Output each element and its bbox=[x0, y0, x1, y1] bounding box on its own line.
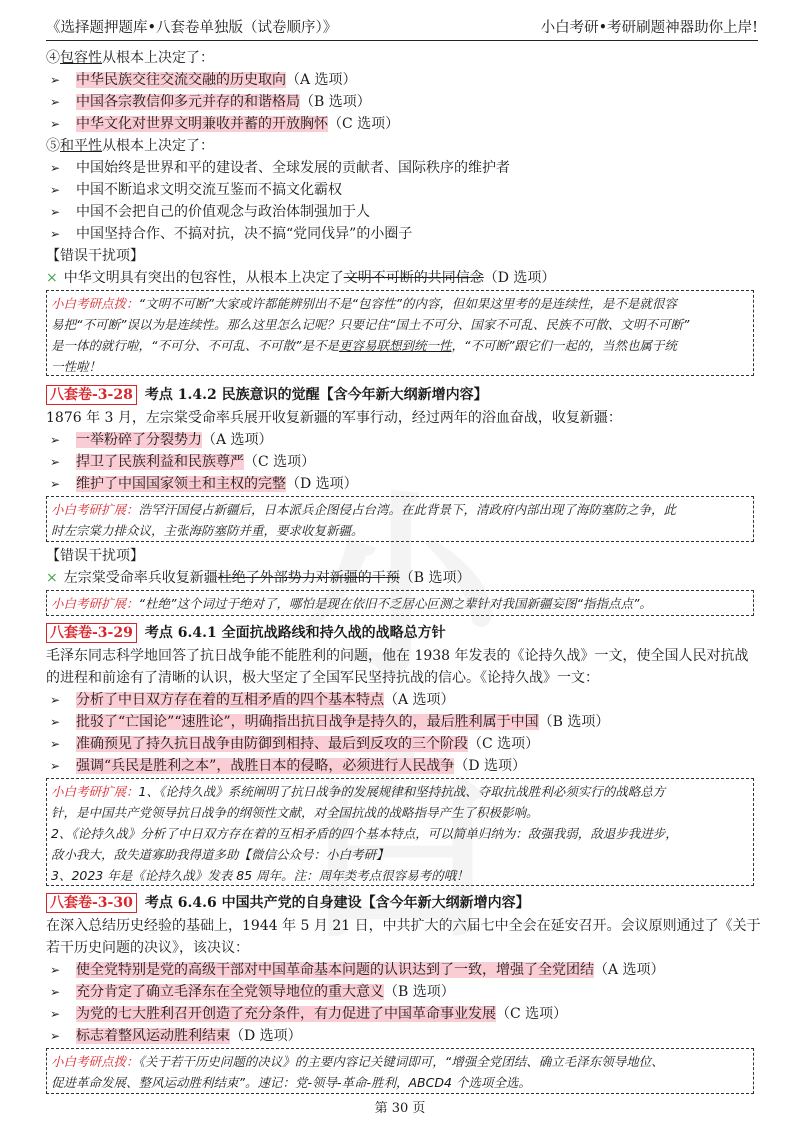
cross-icon: × bbox=[46, 270, 58, 286]
tip-box: 小白考研点拨：《关于若干历史问题的决议》的主要内容记关键词即可，“增强全党团结、确立毛泽东领导地位、 促进革命发展、整风运动胜利结束”。速记：党-领导-革命-胜利，ABCD4 个选项全选。 bbox=[46, 1048, 754, 1094]
error-title: 【错误干扰项】 bbox=[46, 548, 144, 564]
list-item: ➢ 中国不断追求文明交流互鉴而不搞文化霸权 bbox=[50, 182, 342, 198]
error-item: × 左宗棠受命率兵收复新疆杜绝了外部势力对新疆的干预（B 选项） bbox=[46, 570, 471, 586]
q29-intro-2: 的进程和前途有了清晰的认识，极大坚定了全国军民坚持抗战的信心。《论持久战》一文： bbox=[46, 670, 599, 686]
list-item: ➢ 一举粉碎了分裂势力（A 选项） bbox=[50, 432, 273, 448]
cross-icon: × bbox=[46, 570, 58, 586]
q30-badge: 八套卷-3-30 bbox=[46, 893, 137, 913]
list-item: ➢ 强调“兵民是胜利之本”，战胜日本的侵略，必须进行人民战争（D 选项） bbox=[50, 758, 527, 774]
list-item: ➢ 分析了中日双方存在着的互相矛盾的四个基本特点（A 选项） bbox=[50, 692, 455, 708]
list-item: ➢ 为党的七大胜利召开创造了充分条件，有力促进了中国革命事业发展（C 选项） bbox=[50, 1006, 568, 1022]
list-item: ➢ 准确预见了持久抗日战争由防御到相持、最后到反攻的三个阶段（C 选项） bbox=[50, 736, 540, 752]
list-item: ➢ 中国不会把自己的价值观念与政治体制强加于人 bbox=[50, 204, 370, 220]
list-item: ➢ 中华民族交往交流交融的历史取向（A 选项） bbox=[50, 72, 357, 88]
q29-intro-1: 毛泽东同志科学地回答了抗日战争能不能胜利的问题，他在 1938 年发表的《论持久战》一文，使全国人民对抗战 bbox=[46, 648, 749, 664]
header-right: 小白考研•考研刷题神器助你上岸! bbox=[540, 20, 758, 36]
list-item: ➢ 中华文化对世界文明兼收并蓄的开放胸怀（C 选项） bbox=[50, 116, 400, 132]
header-left: 《选择题押题库•八套卷单独版（试卷顺序）》 bbox=[46, 20, 338, 36]
error-title: 【错误干扰项】 bbox=[46, 248, 144, 264]
tip-box: 小白考研点拨：“文明不可断”大家或许都能辨别出不是“包容性”的内容，但如果这里考的是连续性，是不是就很容 易把“不可断”误以为是连续性。那么这里怎么记呢？只要记住“国土不可分、国家不可乱、民族不可散、文明不可断” 是一体的就行啦，“不可分、不可乱、不可散”是不是更容易联想到统一性，“不可断”跟它们一起的，当然也属于统 一性啦！ bbox=[46, 290, 754, 376]
q30-intro-1: 在深入总结历史经验的基础上，1944 年 5 月 21 日，中共扩大的六届七中全会在延安召开。会议原则通过了《关于 bbox=[46, 918, 761, 934]
extension-box: 小白考研扩展：“杜绝”这个词过于绝对了，哪怕是现在依旧不乏居心叵测之辈针对我国新疆妄图“指指点点”。 bbox=[46, 590, 754, 616]
q30-heading: 八套卷-3-30 考点 6.4.6 中国共产党的自身建设【含今年新大纲新增内容】 bbox=[46, 892, 530, 914]
list-item: ➢ 批驳了“亡国论”“速胜论”，明确指出抗日战争是持久的，最后胜利属于中国（B 选项） bbox=[50, 714, 610, 730]
list-item: ➢ 捍卫了民族利益和民族尊严（C 选项） bbox=[50, 454, 316, 470]
list-item: ➢ 充分肯定了确立毛泽东在全党领导地位的重大意义（B 选项） bbox=[50, 984, 455, 1000]
q29-heading: 八套卷-3-29 考点 6.4.1 全面抗战路线和持久战的战略总方针 bbox=[46, 622, 446, 644]
q28-badge: 八套卷-3-28 bbox=[46, 385, 137, 405]
list-item: ➢ 维护了中国国家领土和主权的完整（D 选项） bbox=[50, 476, 358, 492]
list-item: ➢ 中国坚持合作、不搞对抗，决不搞“党同伐异”的小圈子 bbox=[50, 226, 413, 242]
list-item: ➢ 使全党特别是党的高级干部对中国革命基本问题的认识达到了一致，增强了全党团结（A 选项） bbox=[50, 962, 665, 978]
q28-heading: 八套卷-3-28 考点 1.4.2 民族意识的觉醒【含今年新大纲新增内容】 bbox=[46, 384, 488, 406]
q28-intro: 1876 年 3 月，左宗棠受命率兵展开收复新疆的军事行动，经过两年的浴血奋战，收复新疆： bbox=[46, 410, 622, 426]
p4-heading: ④包容性从根本上决定了： bbox=[46, 50, 214, 66]
q30-intro-2: 若干历史问题的决议》，该决议： bbox=[46, 940, 249, 956]
extension-box: 小白考研扩展：浩罕汗国侵占新疆后，日本派兵企图侵占台湾。在此背景下，清政府内部出现了海防塞防之争，此 时左宗棠力排众议，主张海防塞防并重，要求收复新疆。 bbox=[46, 496, 754, 542]
page-header bbox=[46, 16, 758, 41]
q29-badge: 八套卷-3-29 bbox=[46, 623, 137, 643]
error-item: × 中华文明具有突出的包容性，从根本上决定了文明不可断的共同信念（D 选项） bbox=[46, 270, 556, 286]
page-number: 第 30 页 bbox=[374, 1101, 426, 1116]
list-item: ➢ 中国各宗教信仰多元并存的和谐格局（B 选项） bbox=[50, 94, 371, 110]
list-item: ➢ 中国始终是世界和平的建设者、全球发展的贡献者、国际秩序的维护者 bbox=[50, 160, 510, 176]
p5-heading: ⑤和平性从根本上决定了： bbox=[46, 138, 214, 154]
extension-box: 小白考研扩展：1、《论持久战》系统阐明了抗日战争的发展规律和坚持抗战、夺取抗战胜利必须实行的战略总方 针，是中国共产党领导抗日战争的纲领性文献，对全国抗战的战略指导产生了积极影响。 2、《论持久战》分析了中日双方存在着的互相矛盾的四个基本特点，可以简单归纳为：敌强我弱，敌退步我进步， 敌小我大，敌失道寡助我得道多助【微信公众号：小白考研】 3、2023 年是《论持久战》发表 85 周年。注：周年类考点很容易考的哦！ bbox=[46, 778, 754, 886]
list-item: ➢ 标志着整风运动胜利结束（D 选项） bbox=[50, 1028, 302, 1044]
